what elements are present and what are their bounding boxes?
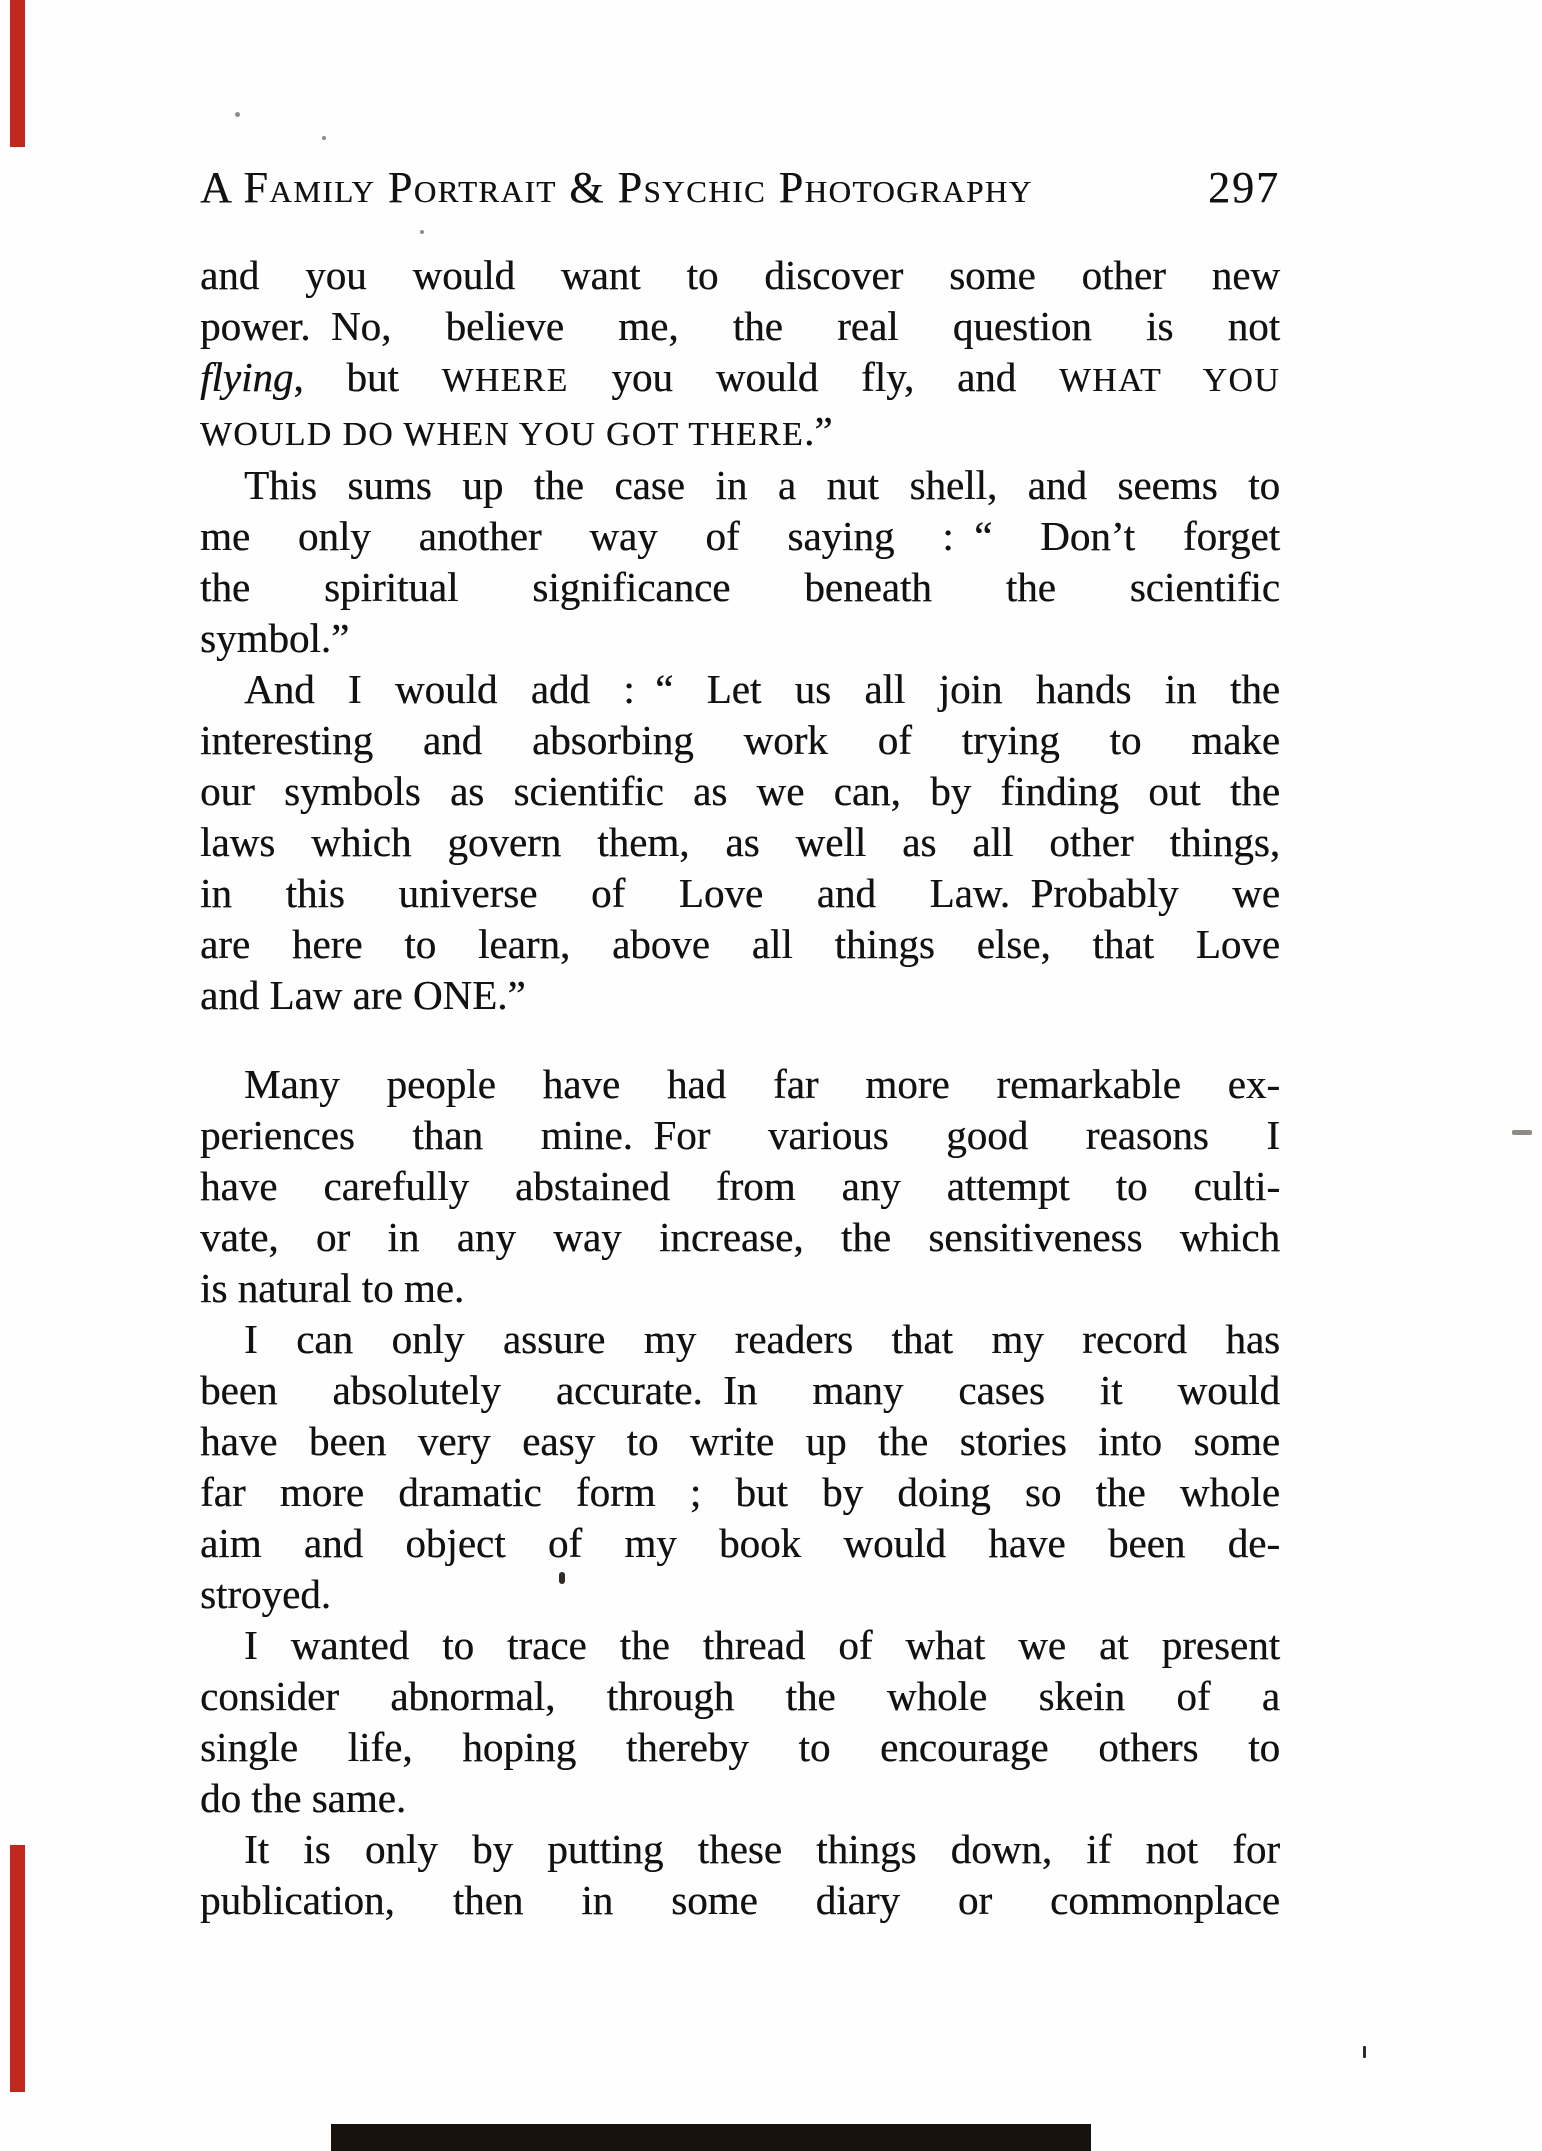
text-run: far more dramatic form ; but by doing so the whole: [200, 1469, 1280, 1515]
running-header: [200, 160, 1280, 216]
paragraph: [200, 1314, 1280, 1620]
text-run: power. No, believe me, the real question is not: [200, 303, 1280, 349]
text-line: [200, 1569, 1280, 1620]
text-line: [200, 562, 1280, 613]
text-line: [200, 919, 1280, 970]
page-content: [200, 160, 1280, 1926]
paragraph: [200, 1824, 1280, 1926]
text-run: our symbols as scientific as we can, by finding out the: [200, 768, 1280, 814]
text-line: [200, 1314, 1280, 1365]
text-run: , but: [293, 354, 442, 400]
text-run: vate, or in any way increase, the sensitiveness which: [200, 1214, 1280, 1260]
paragraph: [200, 250, 1280, 460]
paragraph: [200, 664, 1280, 1021]
smallcaps-text: WHERE: [441, 362, 569, 399]
ink-speck: [235, 112, 240, 117]
text-run: I wanted to trace the thread of what we at present: [244, 1622, 1280, 1668]
text-line: [200, 1620, 1280, 1671]
text-line: [200, 1263, 1280, 1314]
text-run: periences than mine. For various good reasons I: [200, 1112, 1280, 1158]
text-run: stroyed.: [200, 1571, 331, 1617]
text-run: symbol.”: [200, 615, 350, 661]
text-run: interesting and absorbing work of trying to make: [200, 717, 1280, 763]
text-run: have been very easy to write up the stories into some: [200, 1418, 1280, 1464]
text-run: you would fly, and: [568, 354, 1059, 400]
text-run: me only another way of saying : “ Don’t forget: [200, 513, 1280, 559]
scan-artifact-bottom-bar: [331, 2124, 1091, 2151]
ink-speck: [322, 136, 326, 140]
text-line: [200, 1824, 1280, 1875]
italic-text: flying: [200, 354, 294, 400]
text-line: [200, 1773, 1280, 1824]
scan-artifact-red-stripe-top: [10, 0, 25, 147]
page-number: 297: [1208, 163, 1280, 212]
text-line: [200, 511, 1280, 562]
text-line: [200, 301, 1280, 352]
text-line: [200, 664, 1280, 715]
text-line: [200, 1365, 1280, 1416]
text-line: [200, 250, 1280, 301]
text-run: are here to learn, above all things else, that Love: [200, 921, 1280, 967]
text-run: It is only by putting these things down, if not for: [244, 1826, 1280, 1872]
text-line: [200, 1671, 1280, 1722]
ink-speck: [420, 230, 424, 234]
text-run: is natural to me.: [200, 1265, 465, 1311]
ink-speck: [1512, 1130, 1532, 1135]
text-line: [200, 1212, 1280, 1263]
chapter-title: A Family Portrait & Psychic Photography: [200, 163, 1033, 212]
smallcaps-text: WHAT YOU: [1059, 362, 1280, 399]
text-line: [200, 817, 1280, 868]
ink-speck: [559, 1572, 565, 1584]
text-run: single life, hoping thereby to encourage others to: [200, 1724, 1280, 1770]
paragraph: [200, 1620, 1280, 1824]
text-run: And I would add : “ Let us all join hands in the: [244, 666, 1280, 712]
text-line: [200, 868, 1280, 919]
text-line: [200, 1161, 1280, 1212]
text-run: do the same.: [200, 1775, 407, 1821]
text-run: .”: [804, 408, 833, 454]
text-line: [200, 1110, 1280, 1161]
text-line: [200, 970, 1280, 1021]
text-line: [200, 613, 1280, 664]
text-run: laws which govern them, as well as all other things,: [200, 819, 1280, 865]
text-run: publication, then in some diary or commonplace: [200, 1877, 1280, 1923]
text-line: [200, 766, 1280, 817]
text-run: and Law are ONE.”: [200, 972, 526, 1018]
text-line: [200, 1518, 1280, 1569]
text-line: [200, 1059, 1280, 1110]
text-line: [200, 1722, 1280, 1773]
text-line: [200, 352, 1280, 406]
ink-speck: [1363, 2046, 1366, 2058]
text-line: [200, 460, 1280, 511]
text-run: Many people have had far more remarkable ex-: [244, 1061, 1280, 1107]
text-run: consider abnormal, through the whole skein of a: [200, 1673, 1280, 1719]
text-run: have carefully abstained from any attempt to culti-: [200, 1163, 1280, 1209]
text-line: [200, 1875, 1280, 1926]
text-run: the spiritual significance beneath the scientific: [200, 564, 1280, 610]
scan-artifact-red-stripe-bottom: [10, 1845, 25, 2092]
paragraph: [200, 460, 1280, 664]
text-line: [200, 1467, 1280, 1518]
text-run: in this universe of Love and Law. Probably we: [200, 870, 1280, 916]
text-block: [200, 250, 1280, 1926]
text-run: aim and object of my book would have been de-: [200, 1520, 1280, 1566]
text-line: [200, 406, 1280, 460]
text-run: This sums up the case in a nut shell, and seems to: [244, 462, 1280, 508]
text-run: and you would want to discover some other new: [200, 252, 1280, 298]
paragraph: [200, 1059, 1280, 1314]
text-run: been absolutely accurate. In many cases it would: [200, 1367, 1280, 1413]
text-run: I can only assure my readers that my record has: [244, 1316, 1280, 1362]
text-line: [200, 1416, 1280, 1467]
smallcaps-text: WOULD DO WHEN YOU GOT THERE: [200, 416, 805, 453]
text-line: [200, 715, 1280, 766]
